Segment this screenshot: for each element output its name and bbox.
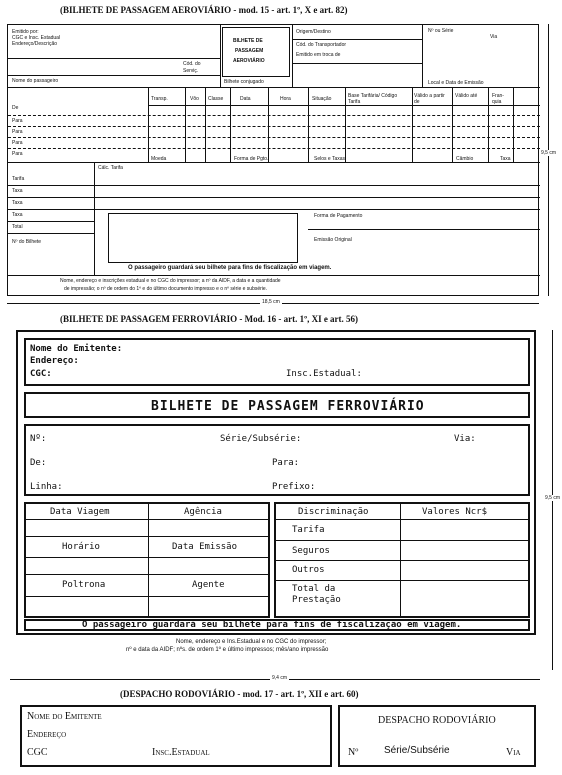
- aereo-line: [8, 75, 220, 76]
- ferro-route-box: [24, 424, 530, 496]
- ferro-height: 9,5 cm: [545, 495, 561, 501]
- ferro-nome: Nome do Emitente:: [30, 344, 123, 354]
- aereo-line: [8, 185, 540, 186]
- ferro-line: [26, 536, 268, 537]
- ferro-width: 9,4 cm: [272, 675, 288, 681]
- aereo-col-situacao: Situação: [312, 96, 332, 102]
- rodo-title: DESPACHO RODOVIÁRIO: [378, 715, 496, 726]
- aereo-width: 18,5 cm: [262, 299, 280, 305]
- aereo-origem: Origem/Destino: [296, 29, 331, 35]
- rodo-caption: (DESPACHO RODOVIÁRIO - mod. 17 - art. 1º, XII e art. 60): [120, 689, 359, 699]
- ferro-item-seguros: Seguros: [292, 546, 330, 556]
- aereo-via: Via: [490, 34, 498, 40]
- aereo-line: [8, 197, 540, 198]
- ferro-line: [276, 560, 528, 561]
- aereo-line: [8, 58, 220, 59]
- aereo-line: [292, 39, 422, 40]
- aereo-left-total: Total: [12, 224, 23, 230]
- aereo-line: [8, 126, 540, 127]
- ferro-linha: Linha:: [30, 482, 63, 492]
- aereo-line: [8, 148, 540, 149]
- aereo-col-transp: Transp.: [151, 96, 168, 102]
- ferro-ticket-form: [16, 330, 536, 635]
- rodo-serie: Série/Subsérie: [384, 745, 450, 756]
- aereo-row-para-2: Para: [12, 129, 23, 135]
- aereo-height-dim: [548, 24, 549, 296]
- ferro-discrim: Discriminação: [298, 507, 369, 517]
- aereo-line: [8, 275, 540, 276]
- aereo-line: [8, 87, 540, 88]
- ferro-no: Nº:: [30, 434, 47, 444]
- aereo-line: [8, 137, 540, 138]
- aereo-bilhete-1: BILHETE DE: [233, 38, 263, 44]
- ferro-vline: [148, 504, 149, 616]
- aereo-vline: [422, 25, 423, 87]
- aereo-row-de: De: [12, 105, 19, 111]
- rodo-via: Via: [506, 747, 521, 758]
- aereo-vline: [345, 87, 346, 162]
- aereo-vline: [308, 87, 309, 162]
- rodo-endereco: Endereço: [27, 729, 67, 740]
- rodo-title-box: [338, 705, 536, 767]
- aereo-calc: Cálc. Tarifa: [98, 165, 123, 171]
- rodo-insc: Insc.Estadual: [152, 747, 210, 758]
- ferro-line: [276, 580, 528, 581]
- ferro-title: BILHETE DE PASSAGEM FERROVIÁRIO: [151, 399, 425, 414]
- aereo-line: [8, 233, 94, 234]
- rodo-no: Nº: [348, 747, 359, 758]
- aereo-height: 9,5 cm: [541, 150, 557, 156]
- aereo-row-para-3: Para: [12, 140, 23, 146]
- ferro-footer: O passageiro guardará seu bilhete para fins de fiscalização em viagem.: [82, 620, 462, 630]
- aereo-note-1: Nome, endereço e inscrições estadual e no CGC do impressor; a nº da AIDF, a data e a quantidade: [60, 278, 281, 284]
- ferro-poltrona: Poltrona: [62, 580, 106, 590]
- ferro-footer-box: [24, 619, 530, 631]
- ferro-data-emissao: Data Emissão: [172, 542, 238, 552]
- aereo-forma: Forma de Pgto.: [234, 156, 269, 162]
- aereo-forma-pag: Forma de Pagamento: [314, 213, 363, 219]
- aereo-vline: [452, 87, 453, 162]
- aereo-line: [8, 221, 94, 222]
- aereo-left-nbilhete: Nº do Bilhete: [12, 239, 42, 245]
- aereo-emissao: Emissão Original: [314, 237, 352, 243]
- ferro-item-outros: Outros: [292, 565, 325, 575]
- ferro-line: [26, 557, 268, 558]
- aereo-servic: Serviç.: [183, 68, 199, 74]
- ferro-note-2: nº e data da AIDF; nºs. de ordem 1º e último impressos; mês/ano impressão: [126, 647, 329, 653]
- aereo-vline: [488, 87, 489, 162]
- ferro-info-grid: [24, 502, 270, 618]
- aereo-vline: [292, 25, 293, 87]
- ferro-agente: Agente: [192, 580, 225, 590]
- rodo-emitente-box: [20, 705, 332, 767]
- ferro-line: [26, 519, 268, 520]
- ferro-item-total: Total da Prestação: [292, 584, 341, 605]
- aereo-vline: [412, 87, 413, 162]
- ferro-line: [276, 519, 528, 520]
- ferro-serie: Série/Subsérie:: [220, 434, 302, 444]
- ferro-para: Para:: [272, 458, 300, 468]
- aereo-vline: [148, 87, 149, 162]
- ferro-values-grid: [274, 502, 530, 618]
- ferro-emitente-box: [24, 338, 530, 386]
- aereo-emit-2: CGC e Insc. Estadual: [12, 35, 61, 41]
- aereo-left-tarifa: Tarifa: [12, 176, 25, 182]
- ferro-de: De:: [30, 458, 47, 468]
- ferro-valores: Valores Ncr$: [422, 507, 488, 517]
- aereo-col-valido-de: Válido a partir de: [414, 93, 445, 105]
- aereo-bilhete-2: PASSAGEM: [235, 48, 264, 54]
- ferro-endereco: Endereço:: [30, 356, 79, 366]
- aereo-bilhete-box: [222, 27, 290, 77]
- aereo-line: [292, 63, 422, 64]
- ferro-insc: Insc.Estadual:: [286, 369, 362, 379]
- aereo-ticket-form: [7, 24, 539, 296]
- ferro-prefixo: Prefixo:: [272, 482, 316, 492]
- aereo-left-taxa-3: Taxa: [12, 212, 23, 218]
- rodo-cgc: CGC: [27, 747, 48, 758]
- aereo-serie: Nº ou Série: [428, 28, 454, 34]
- aereo-row-para-4: Para: [12, 151, 23, 157]
- aereo-line: [8, 115, 540, 116]
- aereo-emit-1: Emitido por:: [12, 29, 39, 35]
- aereo-caption: (BILHETE DE PASSAGEM AEROVIÁRIO - mod. 15 - art. 1º, X e art. 82): [60, 5, 348, 15]
- aereo-nome-pass: Nome do passageiro: [12, 78, 59, 84]
- aereo-line: [308, 229, 540, 230]
- ferro-title-box: [24, 392, 530, 418]
- aereo-vline: [185, 87, 186, 162]
- aereo-rota-1: Cód. do Transportador: [296, 42, 347, 48]
- aereo-line: [8, 209, 540, 210]
- ferro-note-1: Nome, endereço e Ins.Estadual e no CGC do impressor;: [176, 639, 327, 645]
- aereo-emit-3: Endereço/Descrição: [12, 41, 58, 47]
- aereo-col-franquia: Fran- quia: [492, 93, 504, 105]
- aereo-col-base: Base Tarifária/ Código Tarifa: [348, 93, 398, 105]
- aereo-vline: [94, 162, 95, 275]
- rodo-nome: Nome do Emitente: [27, 711, 102, 722]
- aereo-vline: [205, 87, 206, 162]
- ferro-caption: (BILHETE DE PASSAGEM FERROVIÁRIO - Mod. 16 - art. 1º, XI e art. 56): [60, 314, 359, 324]
- aereo-vline: [513, 87, 514, 162]
- ferro-line: [276, 540, 528, 541]
- aereo-bilhete-conj: Bilhete conjugado: [224, 79, 264, 85]
- aereo-moeda: Moeda: [151, 156, 167, 162]
- ferro-agencia: Agência: [184, 507, 222, 517]
- aereo-selos: Selos e Taxas: [314, 156, 346, 162]
- aereo-col-classe: Classe: [208, 96, 224, 102]
- aereo-row-para-1: Para: [12, 118, 23, 124]
- aereo-col-voo: Vôo: [190, 96, 199, 102]
- aereo-col-valido-ate: Válido até: [455, 93, 478, 99]
- aereo-col-hora: Hora: [280, 96, 291, 102]
- aereo-rota-2: Emitido em troca de: [296, 52, 341, 58]
- aereo-left-taxa-2: Taxa: [12, 200, 23, 206]
- aereo-line: [8, 162, 540, 163]
- ferro-via: Via:: [454, 434, 476, 444]
- aereo-bilhete-3: AEROVIÁRIO: [233, 58, 265, 64]
- aereo-footer: O passageiro guardará seu bilhete para fins de fiscalização em viagem.: [128, 265, 332, 271]
- aereo-col-data: Data: [240, 96, 251, 102]
- aereo-cambio: Câmbio: [456, 156, 474, 162]
- aereo-vline: [268, 87, 269, 162]
- ferro-horario: Horário: [62, 542, 100, 552]
- ferro-item-tarifa: Tarifa: [292, 525, 325, 535]
- aereo-vline: [220, 25, 221, 87]
- aereo-line: [148, 105, 540, 106]
- ferro-line: [26, 596, 268, 597]
- aereo-vline: [230, 87, 231, 162]
- aereo-local: Local e Data de Emissão: [428, 80, 484, 86]
- aereo-left-taxa-1: Taxa: [12, 188, 23, 194]
- ferro-cgc: CGC:: [30, 369, 52, 379]
- aereo-inner-box: [108, 213, 298, 263]
- aereo-taxa-top: Taxa: [500, 156, 511, 162]
- aereo-note-2: de impressão; o nº de ordem do 1º e do último documento impresso e o nº série e subsérie.: [64, 286, 268, 292]
- ferro-data-viagem: Data Viagem: [50, 507, 110, 517]
- aereo-cod: Cód. do: [183, 61, 201, 67]
- ferro-line: [26, 574, 268, 575]
